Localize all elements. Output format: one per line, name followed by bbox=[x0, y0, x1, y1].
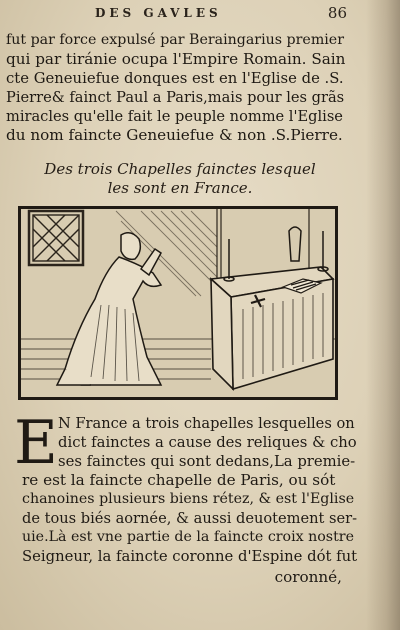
catchword: coronné, bbox=[274, 568, 342, 586]
text-line: cte Geneuiefue donques est en l'Eglise de .S. bbox=[6, 70, 344, 87]
text-line: du nom faincte Geneuiefue & non .S.Pierre. bbox=[6, 126, 343, 144]
folio-number: 86 bbox=[327, 4, 347, 22]
page-header bbox=[95, 6, 345, 22]
heading-line-2: les sont en France. bbox=[107, 179, 253, 197]
drop-capital: E bbox=[14, 408, 58, 478]
text-line: dict fainctes a cause des reliques & cho bbox=[58, 434, 357, 451]
text-line: qui par tiránie ocupa l'Empire Romain. Sain bbox=[6, 50, 346, 68]
text-line: ses fainctes qui sont dedans,La premie- bbox=[58, 453, 356, 470]
page-gutter-shadow bbox=[366, 0, 400, 630]
paragraph-1 bbox=[6, 31, 346, 145]
section-heading bbox=[20, 160, 340, 198]
heading-line-1: Des trois Chapelles fainctes lesquel bbox=[44, 160, 316, 178]
text-line: Seigneur, la faincte coronne d'Espine dót fut bbox=[22, 548, 358, 565]
text-line: fut par force expulsé par Beraingarius premier bbox=[6, 32, 344, 48]
window-lattice bbox=[29, 211, 83, 265]
woodcut-kneeling-figure-at-altar bbox=[21, 209, 335, 397]
text-line: re est la faincte chapelle de Paris, ou sót bbox=[22, 471, 336, 489]
text-line: chanoines plusieurs biens rétez, & est l'Eglise bbox=[22, 491, 355, 507]
text-line: Pierre& fainct Paul a Paris,mais pour les grãs bbox=[6, 89, 345, 106]
text-line: uie.Là est vne partie de la faincte croix nostre bbox=[22, 529, 354, 545]
text-line: miracles qu'elle fait le peuple nomme l'Eglise bbox=[6, 108, 343, 125]
text-line: N France a trois chapelles lesquelles on bbox=[58, 415, 355, 432]
running-title: DES GAVLES bbox=[95, 6, 222, 20]
woodcut-illustration bbox=[18, 206, 338, 400]
text-line: de tous biés aornée, & aussi deuotement ser- bbox=[22, 510, 358, 527]
